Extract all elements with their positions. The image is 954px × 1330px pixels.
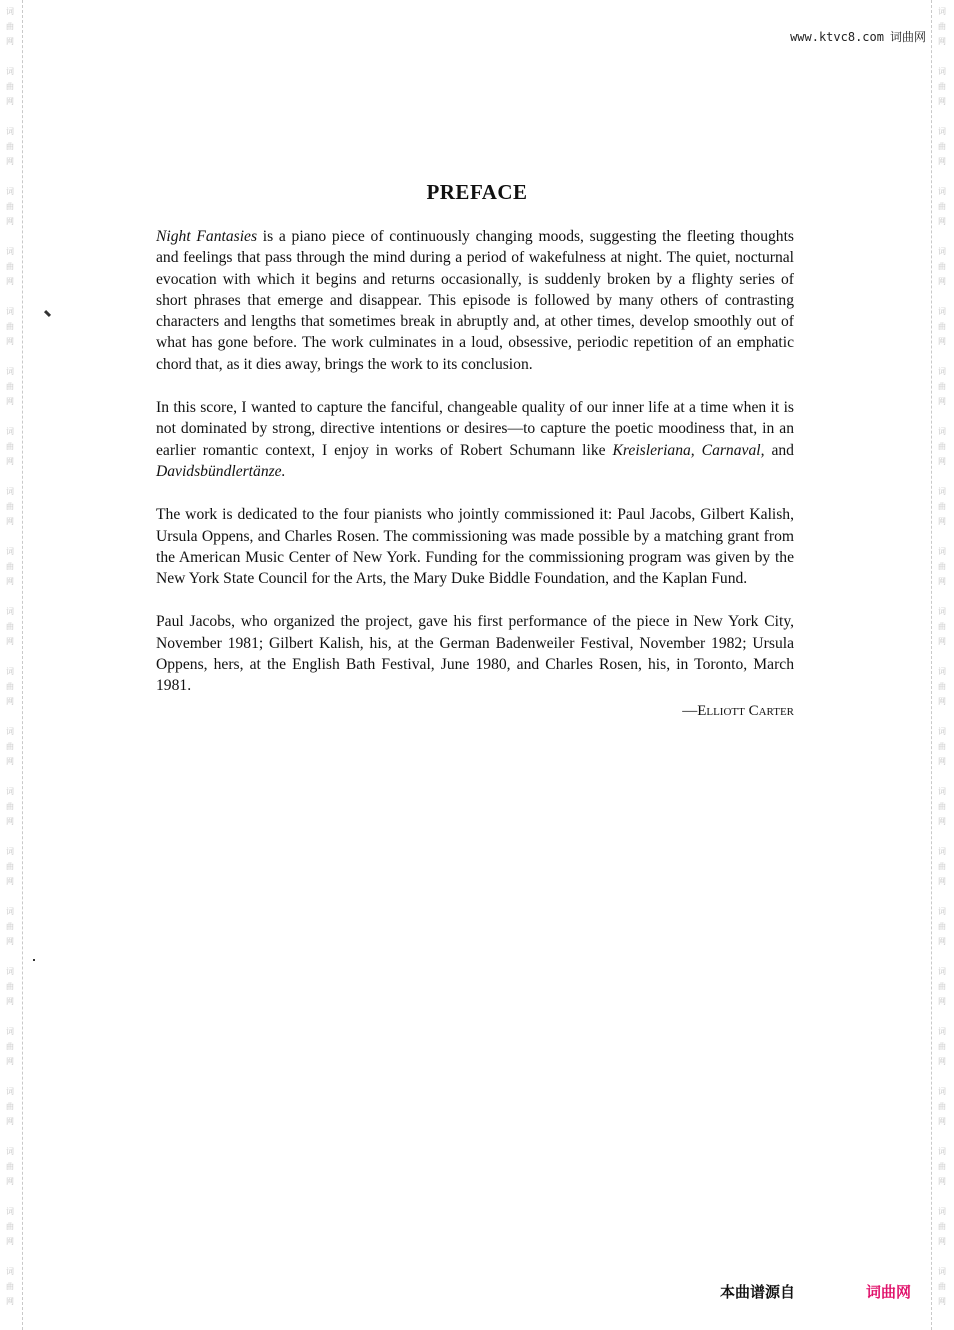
- paragraph-1-text: is a piano piece of continuously changing moods, suggesting the fleeting thoughts and feelings that pass through the mind during a period of wakefulness at night. The quiet, nocturnal evocation with which it begins and returns occasionally, is suddenly broken by a flighty series of short phrases that emerge and disappear. This episode is followed by many others of contrasting characters and lengths that sometimes break in abruptly and, at other times, develop smoothly out of what has gone before. The work culminates in a loud, obsessive, periodic repetition of an emphatic chord that, as it dies away, brings the work to its conclusion.: [156, 228, 794, 373]
- watermark-glyph: 词 曲 网: [938, 967, 946, 1006]
- watermark-glyph: 词 曲 网: [938, 1207, 946, 1246]
- paragraph-2: [156, 397, 794, 482]
- watermark-glyph: 词 曲 网: [938, 487, 946, 526]
- watermark-glyph: 词 曲 网: [6, 187, 14, 226]
- watermark-glyph: 词 曲 网: [938, 67, 946, 106]
- watermark-glyph: 词 曲 网: [6, 1147, 14, 1186]
- paragraph-2-text: In this score, I wanted to capture the fanciful, changeable quality of our inner life at a time when it is not dominated by strong, directive intentions or desires—to capture the poetic moodiness that, in an earlier romantic context, I enjoy in works of Robert Schumann like: [156, 399, 794, 459]
- watermark-glyph: 词 曲 网: [938, 1087, 946, 1126]
- watermark-glyph: 词 曲 网: [938, 367, 946, 406]
- footer-source-label: 本曲谱源自: [720, 1283, 796, 1301]
- signature: [156, 703, 794, 720]
- paragraph-4: [156, 611, 794, 696]
- watermark-glyph: 词 曲 网: [6, 247, 14, 286]
- paragraph-2-joiner: and: [764, 441, 794, 459]
- site-name-text: 词曲网: [889, 30, 926, 44]
- watermark-glyph: 词 曲 网: [6, 307, 14, 346]
- page-title: PREFACE: [426, 180, 528, 204]
- watermark-glyph: 词 曲 网: [6, 667, 14, 706]
- watermark-glyph: 词 曲 网: [6, 67, 14, 106]
- watermark-glyph: 词 曲 网: [6, 7, 14, 46]
- watermark-glyph: 词 曲 网: [938, 7, 946, 46]
- stray-dot: [33, 959, 35, 961]
- watermark-glyph: 词 曲 网: [938, 307, 946, 346]
- watermark-glyph: 词 曲 网: [6, 727, 14, 766]
- watermark-glyph: 词 曲 网: [938, 247, 946, 286]
- watermark-glyph: 词 曲 网: [6, 1027, 14, 1066]
- watermark-glyph: 词 曲 网: [938, 907, 946, 946]
- paragraph-4-text: Paul Jacobs, who organized the project, gave his first performance of the piece in New York City, November 1981; Gilbert Kalish, his, at the German Badenweiler Festival, November 1982; Ursula Oppens, hers, at the English Bath Festival, June 1980, and Charles Rosen, his, in Toronto, March 1981.: [156, 613, 794, 695]
- watermark-glyph: 词 曲 网: [6, 607, 14, 646]
- signature-dash: —: [682, 702, 698, 719]
- watermark-glyph: 词 曲 网: [938, 1147, 946, 1186]
- schumann-works-italic-1: Kreisleriana, Carnaval,: [612, 441, 765, 459]
- watermark-glyph: 词 曲 网: [6, 547, 14, 586]
- site-url-text[interactable]: www.ktvc8.com: [790, 30, 884, 44]
- watermark-glyph: 词 曲 网: [6, 1207, 14, 1246]
- watermark-glyph: 词 曲 网: [938, 1027, 946, 1066]
- signature-name: Elliott Carter: [697, 702, 794, 719]
- watermark-glyph: 词 曲 网: [6, 787, 14, 826]
- watermark-glyph: 词 曲 网: [6, 127, 14, 166]
- watermark-glyph: 词 曲 网: [938, 787, 946, 826]
- watermark-glyph: 词 曲 网: [6, 907, 14, 946]
- stray-mark: [44, 310, 51, 317]
- paragraph-3-text: The work is dedicated to the four pianists who jointly commissioned it: Paul Jacobs, Gilbert Kalish, Ursula Oppens, and Charles Rosen. The commissioning was made possible by a matching grant from the American Music Center of New York. Funding for the commissioning program was given by the New York State Council for the Arts, the Mary Duke Biddle Foundation, and the Kaplan Fund.: [156, 506, 794, 588]
- watermark-glyph: 词 曲 网: [6, 1267, 14, 1306]
- footer-source-site[interactable]: 词曲网: [866, 1283, 912, 1301]
- watermark-glyph: 词 曲 网: [938, 547, 946, 586]
- watermark-glyph: 词 曲 网: [6, 367, 14, 406]
- schumann-works-italic-2: Davidsbündlertänze.: [156, 462, 286, 480]
- watermark-glyph: 词 曲 网: [6, 847, 14, 886]
- watermark-glyph: 词 曲 网: [6, 487, 14, 526]
- watermark-glyph: 词 曲 网: [938, 847, 946, 886]
- site-header[interactable]: [790, 28, 926, 45]
- watermark-glyph: 词 曲 网: [938, 187, 946, 226]
- watermark-glyph: 词 曲 网: [938, 1267, 946, 1306]
- watermark-glyph: 词 曲 网: [938, 667, 946, 706]
- watermark-glyph: 词 曲 网: [938, 607, 946, 646]
- watermark-glyph: 词 曲 网: [6, 427, 14, 466]
- paragraph-1: [156, 226, 794, 375]
- watermark-glyph: 词 曲 网: [6, 1087, 14, 1126]
- preface-body: [156, 226, 794, 720]
- paragraph-3: [156, 504, 794, 589]
- watermark-glyph: 词 曲 网: [938, 427, 946, 466]
- watermark-glyph: 词 曲 网: [938, 127, 946, 166]
- watermark-glyph: 词 曲 网: [6, 967, 14, 1006]
- work-title-italic: Night Fantasies: [156, 228, 258, 245]
- watermark-glyph: 词 曲 网: [938, 727, 946, 766]
